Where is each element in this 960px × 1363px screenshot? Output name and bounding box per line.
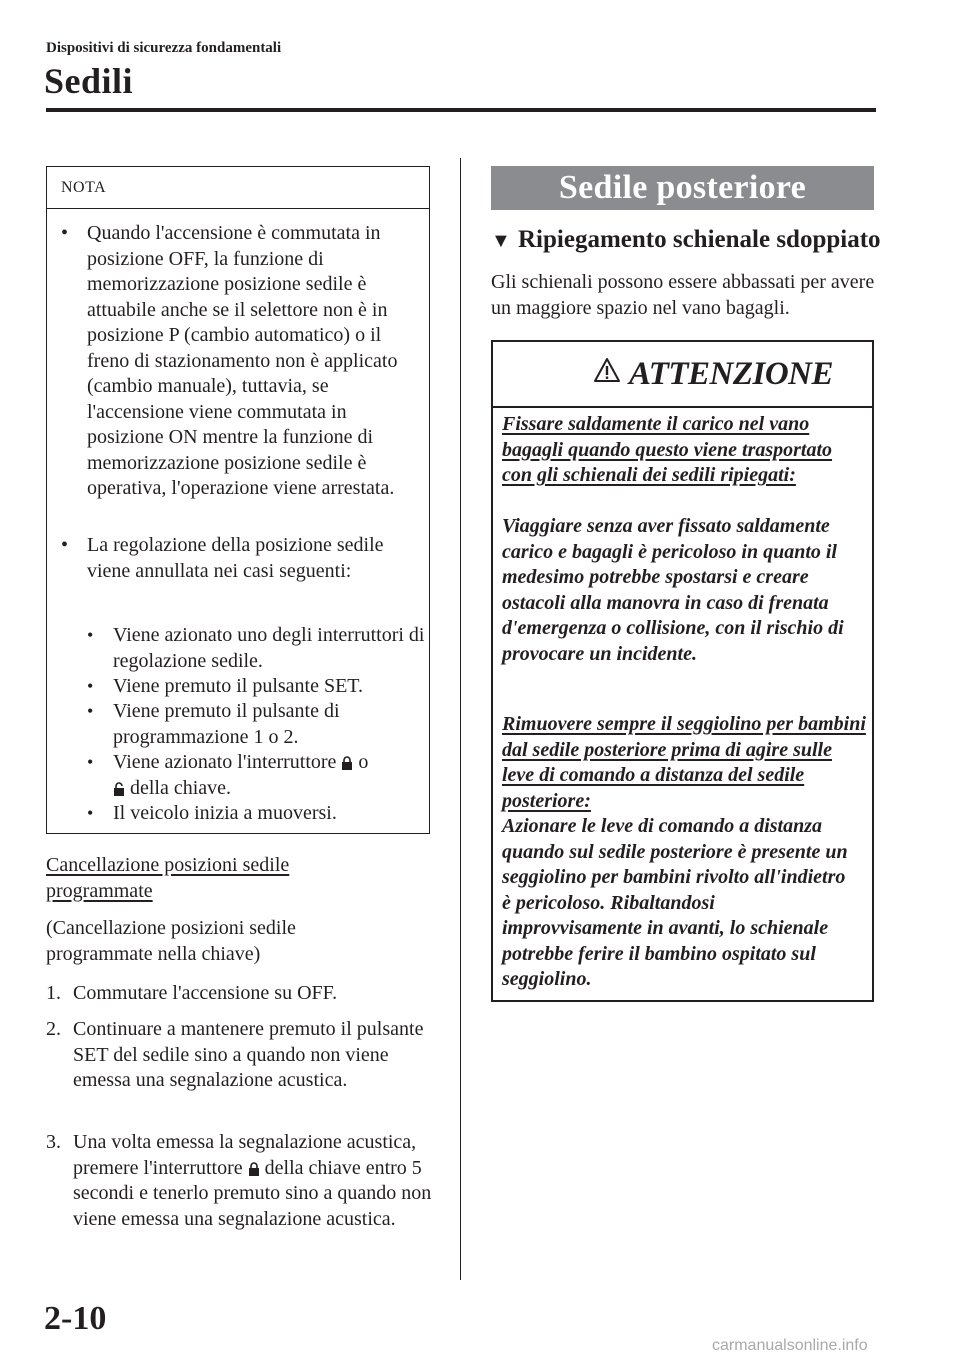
note-sub-item: Viene azionato uno degli interruttori di regolazione sedile. (113, 624, 425, 672)
triangle-down-icon: ▼ (491, 230, 511, 252)
page-title: Sedili (44, 61, 134, 101)
note-sub-item: Viene premuto il pulsante SET. (113, 675, 364, 697)
sub-item-text: Viene azionato l'interruttore (113, 751, 337, 773)
step-text-part: della chiave entro 5 secondi e tenerlo premuto sino a quando non viene emessa una segnalazione acustica. (73, 1156, 432, 1230)
sub-bullet-icon: • (87, 625, 94, 645)
step-number: 1. (46, 982, 61, 1004)
sub-bullet-icon: • (87, 803, 94, 823)
warning-triangle-icon (593, 357, 621, 388)
cancel-heading (46, 853, 446, 904)
page-number: 2-10 (44, 1300, 107, 1337)
sub-item-text: o (358, 751, 369, 773)
sub-bullet-icon: • (87, 676, 94, 696)
warning-title: ATTENZIONE (629, 356, 834, 392)
cancel-subheading-line: programmate nella chiave) (46, 942, 261, 965)
sub-bullet-icon: • (87, 752, 94, 772)
note-title: NOTA (61, 179, 107, 196)
sub-bullet-icon: • (87, 701, 94, 721)
note-paragraph: La regolazione della posizione sedile viene annullata nei casi seguenti: (87, 534, 384, 582)
cancel-subheading (46, 916, 446, 967)
warning-body: Viaggiare senza aver fissato saldamente carico e bagagli è pericoloso in quanto il medesimo potrebbe spostarsi e creare ostacoli alla manovra in caso di frenata d'emergenza o collisione, con il rischio di provocare un incidente. (502, 515, 844, 665)
watermark-link[interactable]: carmanualsonline.info (712, 1337, 868, 1354)
cancel-subheading-line: (Cancellazione posizioni sedile (46, 917, 296, 939)
note-sub-item: Il veicolo inizia a muoversi. (113, 802, 337, 824)
bullet-icon: • (61, 222, 69, 244)
note-sub-item (113, 750, 423, 801)
step-text: Continuare a mantenere premuto il pulsante SET del sedile sino a quando non viene emessa una segnalazione acustica. (73, 1018, 424, 1091)
step-text-part: Una volta emessa la segnalazione acustica, premere l'interruttore (73, 1131, 417, 1179)
warning-heading: Rimuovere sempre il seggiolino per bambini dal sedile posteriore prima di agire sulle leve di comando a distanza del sedile posteriore: (502, 713, 866, 812)
sub-item-text: della chiave. (130, 776, 232, 799)
section-banner: Sedile posteriore (491, 166, 874, 210)
lock-icon (248, 1162, 260, 1176)
note-paragraph: Quando l'accensione è commutata in posizione OFF, la funzione di memorizzazione posizione sedile è attuabile anche se il selettore non è in posizione P (cambio automatico) o il freno di stazionamento non è applicato (cambio manuale), tuttavia, se l'accensione viene commutata in posizione ON mentre la funzione di memorizzazione posizione sedile è operativa, l'operazione viene arrestata. (87, 222, 398, 499)
lock-icon (341, 756, 353, 770)
column-divider (460, 158, 461, 1280)
step-number: 2. (46, 1018, 61, 1040)
step-number: 3. (46, 1131, 61, 1153)
cancel-heading-line: Cancellazione posizioni sedile (46, 854, 290, 876)
warning-header (493, 342, 872, 408)
warning-body: Azionare le leve di comando a distanza quando sul sedile posteriore è presente un seggiolino per bambini rivolto all'indietro è pericoloso. Ribaltandosi improvvisamente in avanti, lo schienale potrebbe ferire il bambino ospitato sul seggiolino. (502, 815, 848, 990)
step-text (73, 1130, 433, 1232)
intro-paragraph: Gli schienali possono essere abbassati per avere un maggiore spazio nel vano bagagli. (491, 271, 875, 319)
subsection-title: Ripiegamento schienale sdoppiato (518, 226, 881, 253)
header-rule (46, 108, 876, 112)
warning-heading: Fissare saldamente il carico nel vano bagagli quando questo viene trasportato con gli schienali dei sedili ripiegati: (502, 413, 833, 486)
note-header (47, 167, 429, 209)
note-box (46, 166, 430, 834)
step-text: Commutare l'accensione su OFF. (73, 982, 338, 1004)
unlock-icon (113, 782, 125, 796)
note-sub-item: Viene premuto il pulsante di programmazione 1 o 2. (113, 700, 340, 748)
section-header: Dispositivi di sicurezza fondamentali (46, 40, 282, 56)
bullet-icon: • (61, 534, 69, 556)
cancel-heading-line: programmate (46, 879, 153, 902)
warning-box (491, 340, 874, 1002)
